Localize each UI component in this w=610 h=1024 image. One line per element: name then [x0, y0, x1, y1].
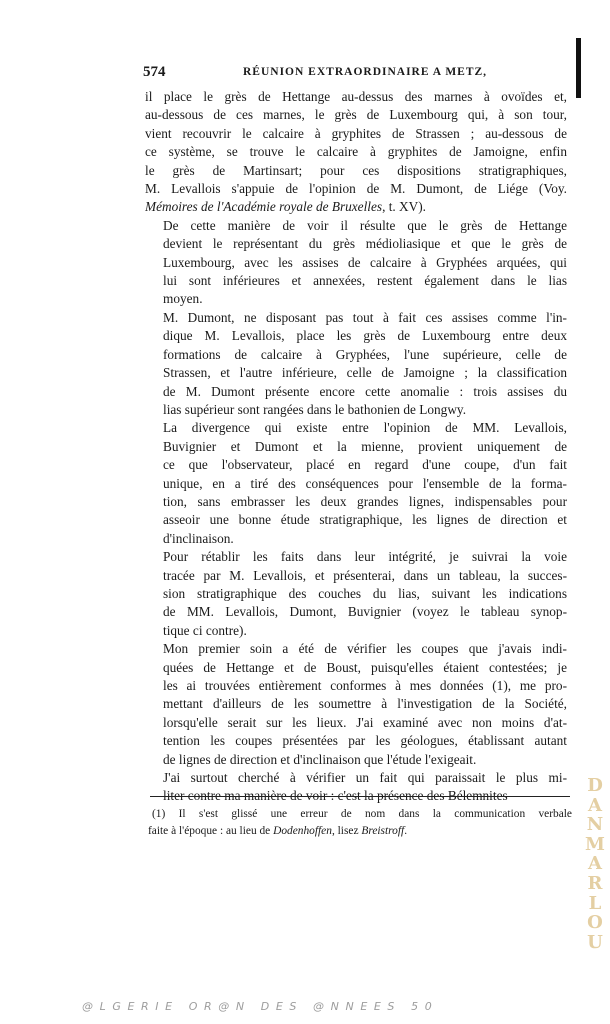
side-watermark-letter: A: [588, 853, 602, 875]
side-watermark-letter: L: [588, 892, 602, 914]
text-line: Pour rétablir les faits dans leur intégrité, je suivrai la voie: [163, 549, 567, 565]
text-line: De cette manière de voir il résulte que le grès de Hettange: [163, 217, 567, 233]
text-line: Strassen, et l'autre inférieure, celle de Jamoigne ; la classification: [163, 365, 567, 381]
text-line: liter contre ma manière de voir : c'est la présence des Bélemnites: [163, 788, 508, 804]
paragraph: [145, 769, 567, 806]
side-watermark-letter: N: [586, 814, 604, 836]
text-line: le grès de Martinsart; pour ces dispositions stratigraphiques,: [145, 162, 567, 178]
side-watermark-letter: D: [587, 775, 603, 796]
text-line: lias supérieur sont rangées dans le bathonien de Longwy.: [163, 401, 467, 417]
text-line: lui sont inférieures et annexées, restent également dans le lias: [163, 273, 567, 289]
text-line: unique, en a tiré des conséquences pour l'ensemble de la forma-: [163, 475, 567, 491]
side-watermark-letter: O: [587, 912, 603, 934]
text-line: Luxembourg, avec les assises de calcaire à Gryphées arquées, qui: [163, 254, 567, 270]
text-line: asseoir une bonne étude stratigraphique, les lignes de direction et: [163, 512, 567, 528]
paragraph: [145, 309, 567, 419]
text-line: vient recouvrir le calcaire à gryphites de Strassen ; au-dessous de: [145, 125, 567, 141]
paragraph: [145, 419, 567, 548]
text-line: lorsqu'elle serait sur les lieux. J'ai examiné avec non moins d'at-: [163, 714, 567, 730]
side-watermark-letter: A: [588, 794, 602, 816]
side-watermark-letter: M: [585, 833, 605, 855]
text-line: dique M. Levallois, place les grès de Luxembourg entre deux: [163, 328, 567, 344]
text-line: tention les coupes présentées par les géologues, établissant autant: [163, 733, 567, 749]
paragraph: [145, 88, 567, 217]
paragraph: [145, 217, 567, 309]
footnote-line: faite à l'époque : au lieu de Dodenhoffen, lisez Breistroff.: [148, 825, 408, 837]
paragraph: [145, 640, 567, 769]
body-text: [145, 88, 567, 806]
text-line: sion stratigraphique des couches du lias, suivant les indications: [163, 585, 567, 601]
text-line: tique ci contre).: [163, 622, 247, 638]
text-line: mettant d'ailleurs de les soumettre à l'investigation de la Société,: [163, 696, 567, 712]
text-line: M. Dumont, ne disposant pas tout à fait ces assises comme l'in-: [163, 309, 567, 325]
text-line: ce système, se trouve le calcaire à gryphites de Jamoigne, enfin: [145, 144, 567, 160]
text-line: tracée par M. Levallois, et présenterai, dans un tableau, la succes-: [163, 567, 567, 583]
text-line: d'inclinaison.: [163, 530, 234, 546]
text-line: de MM. Levallois, Dumont, Buvignier (voyez le tableau synop-: [163, 604, 567, 620]
running-title: RÉUNION EXTRAORDINAIRE A METZ,: [243, 66, 488, 78]
text-line: devient le représentant du grès médioliasique et que le grès de: [163, 236, 567, 252]
text-line: moyen.: [163, 291, 203, 307]
text-line: La divergence qui existe entre l'opinion de MM. Levallois,: [163, 420, 567, 436]
paragraph: [145, 548, 567, 640]
footnote: [148, 806, 572, 840]
text-line: tion, sans embrasser les deux grandes lignes, indispensables pour: [163, 493, 567, 509]
running-head: [143, 60, 488, 84]
text-line: au-dessous de ces marnes, le grès de Luxembourg qui, à son tour,: [145, 107, 567, 123]
text-line: il place le grès de Hettange au-dessus des marnes à ovoïdes et,: [145, 89, 567, 104]
text-line: les ai trouvées entièrement conformes à mes données (1), me pro-: [163, 678, 567, 693]
text-line: Buvignier et Dumont et la mienne, provient uniquement de: [163, 438, 567, 454]
text-line: formations de calcaire à Gryphées, l'une supérieure, celle de: [163, 346, 567, 362]
text-line: Mon premier soin a été de vérifier les coupes que j'avais indi-: [163, 641, 567, 657]
text-line: ce que l'observateur, placé en regard d'une coupe, d'un fait: [163, 457, 567, 473]
side-watermark: [582, 776, 608, 1012]
footnote-rule: [150, 796, 570, 797]
page-edge-mark: [576, 38, 581, 98]
text-line: M. Levallois s'appuie de l'opinion de M. Dumont, de Liége (Voy.: [145, 181, 567, 197]
text-line: Mémoires de l'Académie royale de Bruxelles, t. XV).: [145, 199, 427, 215]
text-line: de M. Dumont présente encore cette anomalie : trois assises du: [163, 383, 567, 399]
bottom-watermark: @LGERIE OR@N DES @NNEES 50: [82, 1000, 439, 1013]
text-line: quées de Hettange et de Boust, puisqu'elles étaient contestées; je: [163, 659, 567, 675]
page-number: 574: [143, 64, 166, 80]
side-watermark-letter: R: [587, 872, 603, 894]
text-line: J'ai surtout cherché à vérifier un fait qui paraissait le plus mi-: [163, 770, 567, 786]
side-watermark-letter: U: [587, 931, 603, 953]
footnote-line: (1) Il s'est glissé une erreur de nom dans la communication verbale: [152, 808, 572, 820]
text-line: de lignes de direction et d'inclinaison que l'étude l'exigeait.: [163, 751, 477, 767]
